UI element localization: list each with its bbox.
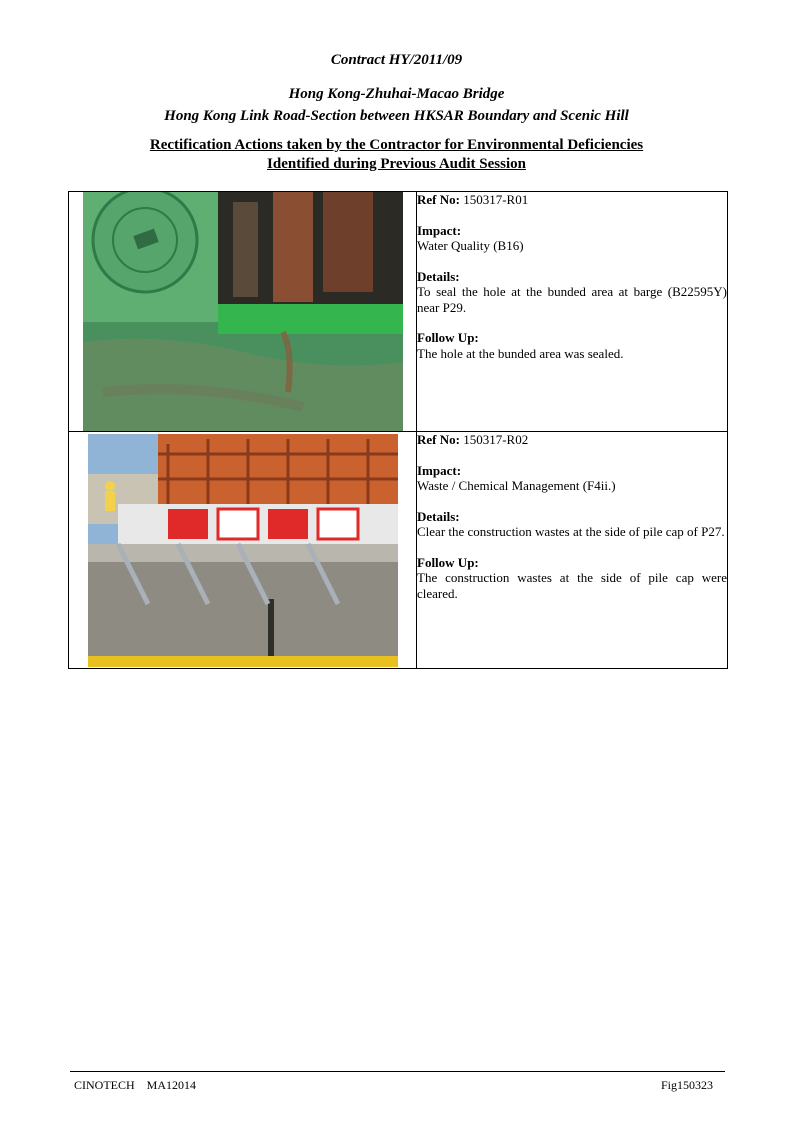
footer-company-ref: CINOTECH MA12014 xyxy=(74,1078,196,1092)
project-title-line2: Hong Kong Link Road-Section between HKSAR Boundary and Scenic Hill xyxy=(164,108,629,124)
record-details xyxy=(417,192,728,432)
photo-cell xyxy=(69,432,417,669)
followup-value: The hole at the bunded area was sealed. xyxy=(417,345,624,361)
details-label: Details: xyxy=(417,268,460,284)
table-row xyxy=(69,432,728,669)
footer-divider xyxy=(70,1071,725,1072)
document-title-line2: Identified during Previous Audit Session xyxy=(267,156,526,172)
table-row xyxy=(69,192,728,432)
impact-value: Water Quality (B16) xyxy=(417,238,524,253)
impact-label: Impact: xyxy=(417,462,462,478)
followup-value: The construction wastes at the side of pile cap were cleared. xyxy=(417,570,727,601)
ref-value: 150317-R02 xyxy=(463,432,529,447)
project-title-line1: Hong Kong-Zhuhai-Macao Bridge xyxy=(288,86,505,102)
pile-cap-photo xyxy=(88,434,398,667)
details-label: Details: xyxy=(417,508,460,524)
ref-label: Ref No: xyxy=(417,192,460,207)
details-value: To seal the hole at the bunded area at barge (B22595Y) near P29. xyxy=(417,284,727,315)
contract-number: Contract HY/2011/09 xyxy=(330,52,463,68)
barge-deck-photo xyxy=(83,192,403,431)
details-value: Clear the construction wastes at the side of pile cap of P27. xyxy=(417,524,725,539)
footer-figure-number: Fig150323 xyxy=(660,1078,713,1092)
record-details xyxy=(417,432,728,669)
impact-label: Impact: xyxy=(417,222,462,238)
followup-label: Follow Up: xyxy=(417,330,479,345)
deficiency-table xyxy=(68,191,728,669)
ref-value: 150317-R01 xyxy=(463,192,529,207)
followup-label: Follow Up: xyxy=(417,554,479,570)
impact-value: Waste / Chemical Management (F4ii.) xyxy=(417,478,616,493)
document-title-line1: Rectification Actions taken by the Contractor for Environmental Deficiencies xyxy=(149,137,644,153)
ref-label: Ref No: xyxy=(417,432,460,447)
photo-cell xyxy=(69,192,417,432)
